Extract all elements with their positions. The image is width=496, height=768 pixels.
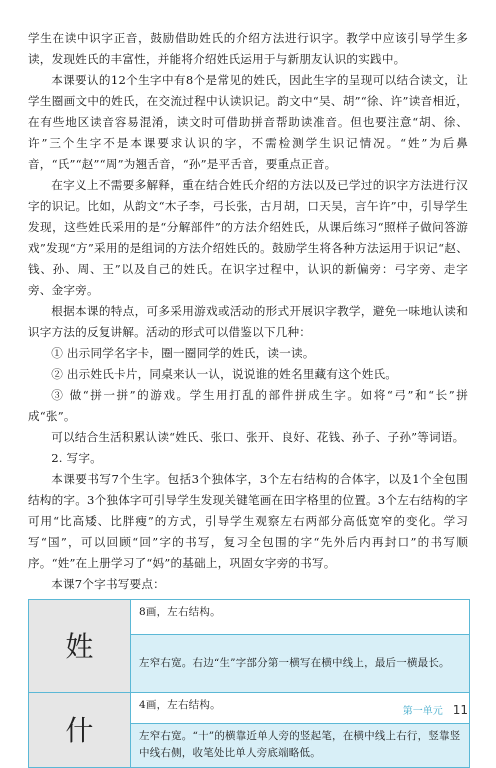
page-number: 11 xyxy=(452,702,468,717)
paragraph: 在字义上不需要多解释，重在结合姓氏介绍的方法以及已学过的识字方法进行汉字的识记。比如，从韵文“木子李，弓长张，古月胡，口天吴，言午许”中，引导学生发现，这些姓氏采用的是“分解部件”的方法介绍姓氏，从课后练习“照样子做问答游戏”发现“方”采用的是组词的方法介绍姓氏的。鼓励学生将各种方法运用于识记“赵、钱、孙、周、王”以及自己的姓氏。在识字过程中，认识的新偏旁：弓字旁、走字旁、金字旁。 xyxy=(28,178,468,297)
paragraph: 可以结合生活积累认读“姓氏、张口、张开、良好、花钱、孙子、子孙”等词语。 xyxy=(51,430,465,444)
table-row xyxy=(29,600,469,693)
character-cell: 姓 xyxy=(29,600,131,692)
paragraph: 本课要书写7个生字。包括3个独体字，3个左右结构的合体字，以及1个全包围结构的字。3个独体字可引导学生发现关键笔画在田字格里的位置。3个左右结构的字可用“比高矮、比胖瘦”的方式，引导学生观察左右两部分高低宽窄的变化。学习写“国”，可以回顾“回”字的书写，复习全包围的字“先外后内再封口”的书写顺序。“姓”在上册学习了“妈”的基础上，巩固女字旁的书写。 xyxy=(28,472,468,570)
paragraph: 本课要认的12个生字中有8个是常见的姓氏，因此生字的呈现可以结合读文，让学生圈画文中的姓氏，在交流过程中认读识记。韵文中“吴、胡”“徐、许”读音相近，在有些地区读音容易混淆，读文时可借助拼音帮助读准音。但也要注意“胡、徐、许”三个生字不是本课要求认识的字，不需检测学生识记情况。“姓”为后鼻音，“氏”“赵”“周”为翘舌音，“孙”是平舌音，要重点正音。 xyxy=(28,73,468,171)
activity-item: ③ 做“拼一拼”的游戏。学生用打乱的部件拼成生字。如将“弓”和“长”拼成“张”。 xyxy=(28,388,468,423)
section-heading: 2. 写字。 xyxy=(51,451,102,465)
page-footer xyxy=(403,702,468,717)
stroke-info: 4画，左右结构。 xyxy=(131,693,469,724)
character-cell: 什 xyxy=(29,693,131,767)
paragraph: 本课7个字书写要点： xyxy=(51,577,165,591)
paragraph-list xyxy=(28,28,468,595)
writing-note: 左窄右宽。“十”的横靠近单人旁的竖起笔，在横中线上右行，竖靠竖中线右侧，收笔处比单人旁底端略低。 xyxy=(131,724,469,767)
writing-note: 左窄右宽。右边“生”字部分第一横写在横中线上，最后一横最长。 xyxy=(131,635,469,692)
writing-points-table xyxy=(28,599,470,768)
page-body xyxy=(28,28,468,768)
unit-label: 第一单元 xyxy=(402,706,443,717)
paragraph: 根据本课的特点，可多采用游戏或活动的形式开展识字教学，避免一味地认读和识字方法的反复讲解。活动的形式可以借鉴以下几种： xyxy=(28,304,468,339)
stroke-info: 8画，左右结构。 xyxy=(131,600,469,635)
activity-item: ① 出示同学名字卡，圈一圈同学的姓氏，读一读。 xyxy=(51,346,315,360)
description-column xyxy=(131,600,469,692)
paragraph: 学生在读中识字正音，鼓励借助姓氏的介绍方法进行识字。教学中应该引导学生多读，发现姓氏的丰富性，并能将介绍姓氏运用于与新朋友认识的实践中。 xyxy=(28,31,468,66)
activity-item: ② 出示姓氏卡片，同桌来认一认，说说谁的姓名里藏有这个姓氏。 xyxy=(51,367,398,381)
